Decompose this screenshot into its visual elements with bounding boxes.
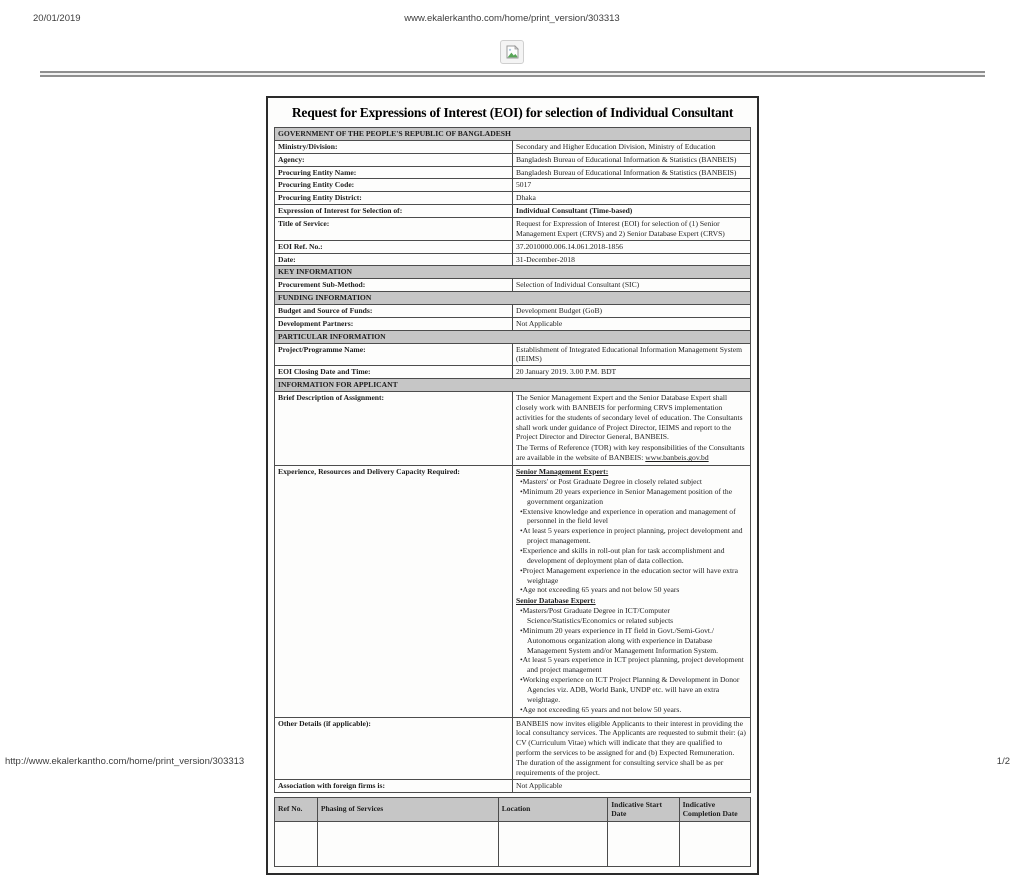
section-header-row <box>275 266 751 279</box>
field-value <box>513 392 751 466</box>
table-row <box>275 205 751 218</box>
assignment-paragraph: The Senior Management Expert and the Senior Database Expert shall closely work with BANBEIS for performing CRVS implementation activities for the students of secondary level of education. The Consultants shall work under guidance of Project Director, IEIMS and report to the Project Director and Director General, BANBEIS. <box>516 393 743 442</box>
requirement-item: • Age not exceeding 65 years and not below 50 years <box>520 585 747 595</box>
expert-block-heading: Senior Management Expert: <box>516 467 609 477</box>
field-value: Secondary and Higher Education Division, Ministry of Education <box>513 140 751 153</box>
field-label: Agency: <box>275 153 513 166</box>
requirement-item: • Minimum 20 years experience in Senior Management position of the government organization <box>520 487 747 507</box>
section-title: INFORMATION FOR APPLICANT <box>275 379 751 392</box>
eoi-details-table <box>274 127 751 793</box>
table-row <box>275 179 751 192</box>
requirement-item: • Minimum 20 years experience in IT field in Govt./Semi-Govt./ Autonomous organization along with experience in Database Management System and/or Management Information System. <box>520 626 747 656</box>
field-label: Procurement Sub-Method: <box>275 279 513 292</box>
field-label: Brief Description of Assignment: <box>275 392 513 466</box>
field-value: Bangladesh Bureau of Educational Information & Statistics (BANBEIS) <box>513 166 751 179</box>
field-label: Association with foreign firms is: <box>275 779 513 792</box>
print-date: 20/01/2019 <box>33 13 81 24</box>
schedule-header-row <box>275 797 751 822</box>
column-header: Location <box>498 797 607 822</box>
field-label: Development Partners: <box>275 317 513 330</box>
column-header: Ref No. <box>275 797 318 822</box>
field-value: 37.2010000.006.14.061.2018-1856 <box>513 240 751 253</box>
table-row <box>275 253 751 266</box>
table-row <box>275 240 751 253</box>
requirement-list <box>516 477 747 595</box>
field-value: Not Applicable <box>513 779 751 792</box>
schedule-row-clipped <box>275 822 751 867</box>
page-number: 1/2 <box>996 756 1010 767</box>
horizontal-rule <box>40 71 985 77</box>
field-value <box>513 466 751 717</box>
requirement-item: • At least 5 years experience in ICT project planning, project development and project management <box>520 655 747 675</box>
table-row <box>275 366 751 379</box>
requirement-item: • Masters' or Post Graduate Degree in closely related subject <box>520 477 747 487</box>
field-label: Procuring Entity Name: <box>275 166 513 179</box>
field-value: Dhaka <box>513 192 751 205</box>
field-value: BANBEIS now invites eligible Applicants to their interest in providing the local consultancy services. The Applicants are requested to submit their: (a) CV (Curriculum Vitae) which will indicate that they are qualified to perform the services to be assigned for and (b) Expected Remuneration. The duration of the assignment for consulting service shall be as per requirements of the project. <box>513 717 751 779</box>
print-header <box>0 13 1024 25</box>
section-title: KEY INFORMATION <box>275 266 751 279</box>
table-row <box>275 140 751 153</box>
table-row <box>275 717 751 779</box>
field-value: Request for Expression of Interest (EOI) for selection of (1) Senior Management Expert (CRVS) and 2) Senior Database Expert (CRVS) <box>513 218 751 241</box>
table-row <box>275 166 751 179</box>
requirement-item: • Extensive knowledge and experience in operation and management of personnel in the field level <box>520 507 747 527</box>
field-label: Experience, Resources and Delivery Capacity Required: <box>275 466 513 717</box>
document-title: Request for Expressions of Interest (EOI) for selection of Individual Consultant <box>291 105 734 120</box>
table-row <box>275 192 751 205</box>
requirement-list <box>516 606 747 714</box>
print-source-url: www.ekalerkantho.com/home/print_version/303313 <box>404 13 620 24</box>
field-label: Title of Service: <box>275 218 513 241</box>
table-row <box>275 153 751 166</box>
field-value: Development Budget (GoB) <box>513 305 751 318</box>
column-header: Indicative Completion Date <box>679 797 750 822</box>
field-label: Procuring Entity Code: <box>275 179 513 192</box>
field-value: 20 January 2019. 3.00 P.M. BDT <box>513 366 751 379</box>
table-cell <box>679 822 750 867</box>
table-row <box>275 392 751 466</box>
section-title: PARTICULAR INFORMATION <box>275 330 751 343</box>
field-label: Expression of Interest for Selection of: <box>275 205 513 218</box>
field-label: Budget and Source of Funds: <box>275 305 513 318</box>
field-label: Date: <box>275 253 513 266</box>
field-label: Ministry/Division: <box>275 140 513 153</box>
broken-image-icon <box>500 40 524 64</box>
requirement-item: • Working experience on ICT Project Planning & Development in Donor Agencies viz. ADB, World Bank, UNDP etc. will have an extra weightage. <box>520 675 747 705</box>
banbeis-website-link[interactable]: www.banbeis.gov.bd <box>645 453 709 463</box>
section-title: GOVERNMENT OF THE PEOPLE'S REPUBLIC OF BANGLADESH <box>275 128 751 141</box>
field-label: Other Details (if applicable): <box>275 717 513 779</box>
print-footer <box>0 756 1024 768</box>
table-cell <box>317 822 498 867</box>
field-value: 5017 <box>513 179 751 192</box>
field-value: Selection of Individual Consultant (SIC) <box>513 279 751 292</box>
table-cell <box>275 822 318 867</box>
table-row <box>275 466 751 717</box>
section-header-row <box>275 330 751 343</box>
table-cell <box>608 822 679 867</box>
column-header: Indicative Start Date <box>608 797 679 822</box>
footer-url: http://www.ekalerkantho.com/home/print_version/303313 <box>5 756 245 767</box>
field-value: 31-December-2018 <box>513 253 751 266</box>
field-label: Project/Programme Name: <box>275 343 513 366</box>
section-header-row <box>275 292 751 305</box>
tor-text: The Terms of Reference (TOR) with key responsibilities of the Consultants are available in the website of BANBEIS: <box>516 443 745 463</box>
field-value: Individual Consultant (Time-based) <box>513 205 751 218</box>
expert-block-heading: Senior Database Expert: <box>516 596 596 606</box>
table-row <box>275 218 751 241</box>
section-header-row <box>275 379 751 392</box>
table-row <box>275 779 751 792</box>
table-row <box>275 279 751 292</box>
schedule-table <box>274 797 751 868</box>
table-cell <box>498 822 607 867</box>
table-row <box>275 305 751 318</box>
field-label: EOI Closing Date and Time: <box>275 366 513 379</box>
field-value: Establishment of Integrated Educational Information Management System (IEIMS) <box>513 343 751 366</box>
requirement-item: • Masters/Post Graduate Degree in ICT/Computer Science/Statistics/Economics or related subjects <box>520 606 747 626</box>
requirement-item: • Age not exceeding 65 years and not below 50 years. <box>520 705 747 715</box>
field-label: EOI Ref. No.: <box>275 240 513 253</box>
assignment-paragraph <box>516 443 747 463</box>
requirement-item: • Project Management experience in the education sector will have extra weightage <box>520 566 747 586</box>
requirement-item: • At least 5 years experience in project planning, project development and project management. <box>520 526 747 546</box>
section-title: FUNDING INFORMATION <box>275 292 751 305</box>
requirement-item: • Experience and skills in roll-out plan for task accomplishment and development of deployment plan of data collection. <box>520 546 747 566</box>
column-header: Phasing of Services <box>317 797 498 822</box>
table-row <box>275 317 751 330</box>
section-header-row <box>275 128 751 141</box>
field-label: Procuring Entity District: <box>275 192 513 205</box>
field-value: Not Applicable <box>513 317 751 330</box>
table-row <box>275 343 751 366</box>
field-value: Bangladesh Bureau of Educational Information & Statistics (BANBEIS) <box>513 153 751 166</box>
